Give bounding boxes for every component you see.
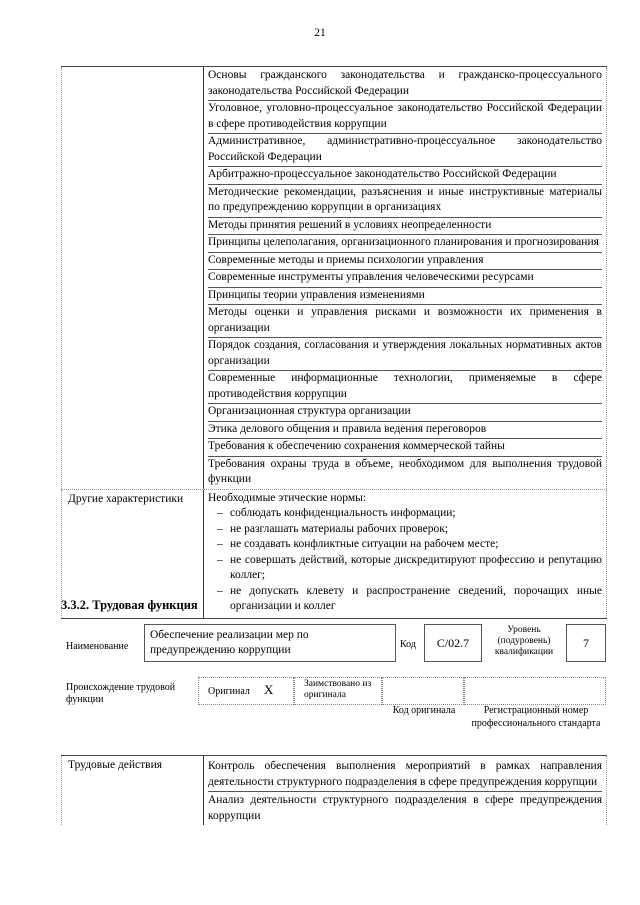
actions-label: Трудовые действия (61, 756, 204, 825)
knowledge-item: Уголовное, уголовно-процессуальное законодательство Российской Федерации в сфере противодействия коррупции (208, 101, 602, 134)
level-value: 7 (583, 635, 589, 650)
ethics-item: – не совершать действий, которые дискредитируют профессию и репутацию коллег; (208, 553, 602, 584)
knowledge-item: Арбитражно-процессуальное законодательство Российской Федерации (208, 167, 602, 185)
action-item: Контроль обеспечения выполнения мероприятий в рамках направления деятельности структурного подразделения в сфере предупреждения коррупции (208, 758, 602, 792)
knowledge-item: Методы оценки и управления рисками и возможности их применения в организации (208, 305, 602, 338)
actions-list (204, 756, 607, 825)
knowledge-item: Современные методы и приемы психологии управления (208, 253, 602, 271)
reg-number-cell (464, 677, 606, 705)
knowledge-row (61, 67, 607, 489)
code-box (424, 624, 482, 662)
section-title: 3.3.2. Трудовая функция (61, 598, 198, 612)
knowledge-item: Порядок создания, согласования и утверждения локальных нормативных актов организации (208, 338, 602, 371)
knowledge-item: Методы принятия решений в условиях неопределенности (208, 218, 602, 236)
function-name-value: Обеспечение реализации мер по предупреждению коррупции (150, 629, 309, 656)
borrowed-label: Заимствовано из оригинала (304, 679, 372, 700)
knowledge-item: Современные инструменты управления человеческими ресурсами (208, 270, 602, 288)
ethics-title: Необходимые этические нормы: (208, 491, 367, 504)
ethics-item: – не допускать клевету и распространение сведений, порочащих иные организации и коллег (208, 584, 602, 615)
knowledge-item: Современные информационные технологии, применяемые в сфере противодействия коррупции (208, 371, 602, 404)
original-label: Оригинал (208, 686, 250, 697)
name-label: Наименование (66, 641, 129, 652)
actions-row (61, 756, 607, 825)
reg-number-label: Регистрационный номер профессионального стандарта (471, 705, 601, 729)
action-item: Анализ деятельности структурного подразделения в сфере предупреждения коррупции (208, 794, 602, 822)
level-box (566, 624, 606, 662)
knowledge-item: Методические рекомендации, разъяснения и иные инструктивные материалы по предупреждению коррупции в организациях (208, 185, 602, 218)
knowledge-item: Принципы целеполагания, организационного планирования и прогнозирования (208, 235, 602, 253)
ethics-item: – не создавать конфликтные ситуации на рабочем месте; (208, 537, 602, 553)
knowledge-item: Административное, административно-процессуальное законодательство Российской Федерации (208, 134, 602, 167)
code-label: Код (400, 639, 416, 650)
code-value: C/02.7 (436, 635, 470, 650)
function-name-box (144, 624, 396, 662)
knowledge-item: Организационная структура организации (208, 404, 602, 422)
page-number: 21 (314, 27, 326, 39)
knowledge-item: Принципы теории управления изменениями (208, 288, 602, 306)
original-mark: X (264, 682, 274, 697)
ethics-cell (204, 490, 607, 618)
ethics-list (208, 506, 602, 615)
code-original-label: Код оригинала (392, 705, 456, 716)
knowledge-item: Требования охраны труда в объеме, необходимом для выполнения трудовой функции (208, 457, 602, 485)
knowledge-table (61, 66, 607, 619)
knowledge-item: Этика делового общения и правила ведения переговоров (208, 422, 602, 440)
actions-table (61, 755, 607, 825)
knowledge-item: Требования к обеспечению сохранения коммерческой тайны (208, 439, 602, 457)
code-original-cell (382, 677, 464, 705)
ethics-item: – не разглашать материалы рабочих проверок; (208, 522, 602, 538)
knowledge-label (61, 67, 204, 489)
ethics-item: – соблюдать конфиденциальность информации; (208, 506, 602, 522)
other-label: Другие характеристики (61, 490, 204, 618)
origin-label: Происхождение трудовой функции (66, 682, 176, 705)
level-label: Уровень (подуровень) квалификации (494, 625, 554, 657)
knowledge-list (204, 67, 607, 489)
knowledge-item: Основы гражданского законодательства и гражданско-процессуального законодательства Российской Федерации (208, 68, 602, 101)
